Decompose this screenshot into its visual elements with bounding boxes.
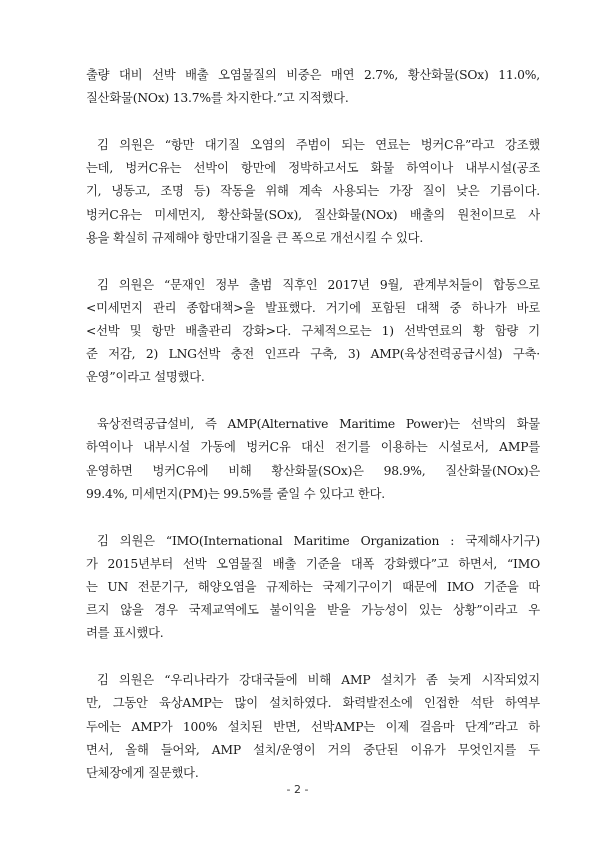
paragraph-emission-share	[86, 64, 540, 110]
text-line: 두에는 AMP가 100% 설치된 반면, 선박AMP는 이제 걸음마 단계”라고 하	[86, 719, 540, 734]
text-line: 벙커C유는 미세먼지, 황산화물(SOx), 질산화물(NOx) 배출의 원천이므로 사	[86, 207, 540, 222]
text-line: 99.4%, 미세먼지(PM)는 99.5%를 줄일 수 있다고 한다.	[86, 486, 385, 501]
text-line: 용을 확실히 규제해야 항만대기질을 큰 폭으로 개선시킬 수 있다.	[86, 230, 424, 245]
text-line: 육상전력공급설비, 즉 AMP(Alternative Maritime Power)는 선박의 화물	[97, 417, 540, 432]
text-line: <미세먼지 관리 종합대책>을 발표했다. 거기에 포함된 대책 중 하나가 바로	[86, 300, 540, 315]
text-line: 단체장에게 질문했다.	[86, 766, 199, 781]
text-line: <선박 및 항만 배출관리 강화>다. 구체적으로는 1) 선박연료의 황 함량 기	[86, 324, 540, 339]
paragraph-amp-installation	[86, 669, 540, 785]
text-line: 는데, 벙커C유는 선박이 항만에 정박하고서도 화물 하역이나 내부시설(공조	[86, 161, 540, 176]
text-line: 가 2015년부터 선박 오염물질 배출 기준을 대폭 강화했다”고 하면서, “IMO	[86, 556, 540, 571]
text-line: 만, 그동안 육상AMP는 많이 설치하였다. 화력발전소에 인접한 석탄 하역부	[86, 696, 540, 711]
text-line: 려를 표시했다.	[86, 626, 164, 641]
paragraph-amp-definition	[86, 413, 540, 506]
text-line: 출량 대비 선박 배출 오염물질의 비중은 매연 2.7%, 황산화물(SOx) 11.0%,	[86, 68, 540, 82]
document-body	[86, 64, 540, 809]
text-line: 면서, 올해 들어와, AMP 설치/운영이 거의 중단된 이유가 무엇인지를 두	[86, 742, 540, 757]
text-line: 질산화물(NOx) 13.7%를 차지한다.”고 지적했다.	[86, 91, 349, 106]
text-line: 준 저감, 2) LNG선박 충전 인프라 구축, 3) AMP(육상전력공급시설) 구축·	[86, 347, 540, 362]
paragraph-bunker-c-oil	[86, 134, 540, 250]
text-line: 하역이나 내부시설 가동에 벙커C유 대신 전기를 이용하는 시설로서, AMP를	[86, 440, 540, 455]
paragraph-fine-dust-measures	[86, 274, 540, 390]
text-line: 김 의원은 “문재인 정부 출범 직후인 2017년 9월, 관계부처들이 합동으로	[97, 277, 540, 292]
paragraph-imo-standards	[86, 530, 540, 646]
text-line: 는 UN 전문기구, 해양오염을 규제하는 국제기구이기 때문에 IMO 기준을 따	[86, 580, 540, 595]
text-line: 김 의원은 “우리나라가 강대국들에 비해 AMP 설치가 좀 늦게 시작되었지	[97, 673, 540, 688]
text-line: 운영하면 벙커C유에 비해 황산화물(SOx)은 98.9%, 질산화물(NOx)은	[86, 463, 540, 478]
text-line: 김 의원은 “IMO(International Maritime Organization : 국제해사기구)	[97, 533, 540, 548]
text-line: 김 의원은 “항만 대기질 오염의 주범이 되는 연료는 벙커C유”라고 강조했	[97, 138, 540, 152]
text-line: 기, 냉동고, 조명 등) 작동을 위해 계속 사용되는 가장 질이 낮은 기름이다.	[86, 184, 540, 199]
text-line: 운영”이라고 설명했다.	[86, 370, 205, 385]
text-line: 르지 않을 경우 국제교역에도 불이익을 받을 가능성이 있는 상황”이라고 우	[86, 603, 540, 618]
page-number: - 2 -	[286, 783, 309, 796]
